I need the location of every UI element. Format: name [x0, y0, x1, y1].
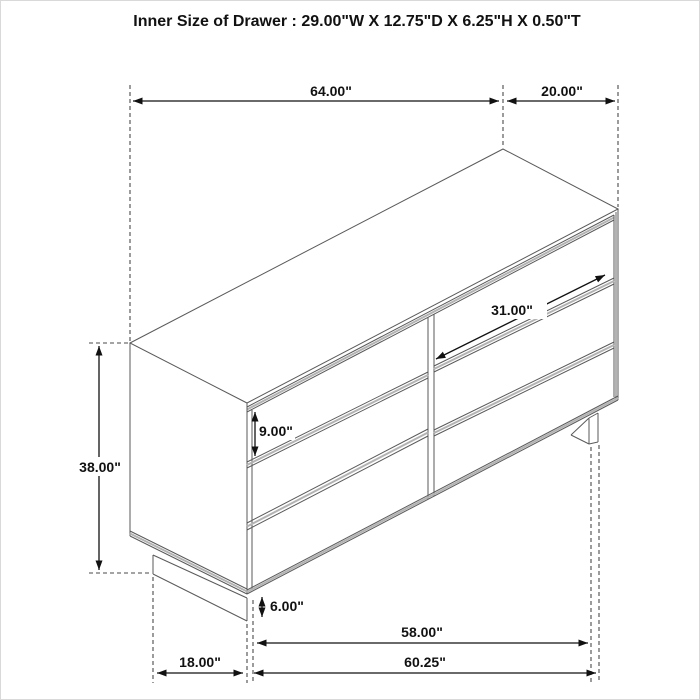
- dresser-side-panel: [130, 343, 247, 594]
- dim-top-drawer-height-label: 9.00": [259, 423, 293, 439]
- dim-overall-width: [254, 654, 596, 673]
- dim-front-base-width: [257, 624, 588, 643]
- guide-lines: [89, 85, 618, 683]
- dim-top-side-depth: [507, 83, 615, 101]
- dim-top-drawer-height: [255, 412, 295, 456]
- dresser-right-edge: [614, 209, 618, 400]
- dim-drawer-front-width-label: 31.00": [491, 302, 533, 318]
- dim-overall-width-label: 60.25": [404, 654, 446, 670]
- dim-overall-height-label: 38.00": [79, 459, 121, 475]
- dresser-top-face: [130, 149, 618, 412]
- plinth-base: [153, 555, 247, 621]
- dim-side-floor-depth: [157, 654, 243, 673]
- dim-overall-height: [71, 346, 129, 570]
- drawer-center-divider: [428, 314, 434, 499]
- dim-base-height-label: 6.00": [270, 598, 304, 614]
- dim-top-width-label: 64.00": [310, 83, 352, 99]
- dim-base-height: [262, 597, 304, 617]
- diagram-title: Inner Size of Drawer : 29.00"W X 12.75"D X 6.25"H X 0.50"T: [133, 13, 581, 30]
- dim-front-base-width-label: 58.00": [401, 624, 443, 640]
- dim-drawer-front-width: [436, 275, 605, 359]
- dresser-bottom-edge: [247, 396, 618, 594]
- dresser-dimension-diagram: [1, 1, 700, 700]
- dresser-front-left-edge: [247, 403, 252, 594]
- dim-top-width: [133, 83, 499, 101]
- dim-side-floor-depth-label: 18.00": [179, 654, 221, 670]
- dresser-drawing: [130, 149, 618, 621]
- dim-top-side-depth-label: 20.00": [541, 83, 583, 99]
